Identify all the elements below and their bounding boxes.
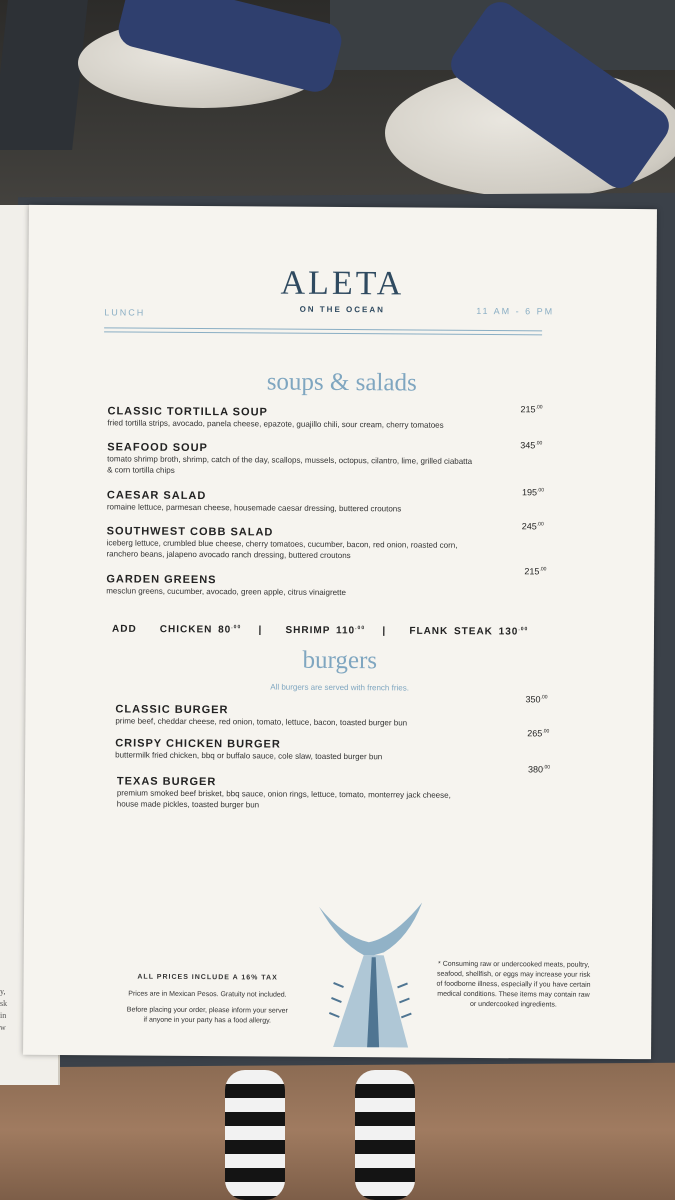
section-title-soups: soups & salads xyxy=(266,368,417,397)
item-name: SOUTHWEST COBB SALAD xyxy=(106,525,274,539)
left-page-fragment: in xyxy=(0,1011,7,1020)
brand-subtitle: ON THE OCEAN xyxy=(299,304,385,315)
menu-item xyxy=(107,525,507,562)
item-description: & corn tortilla chips xyxy=(107,465,175,475)
floor-background xyxy=(0,1060,675,1200)
item-name: SEAFOOD SOUP xyxy=(107,441,208,455)
service-label: LUNCH xyxy=(104,307,146,318)
item-description: tomato shrimp broth, shrimp, catch of the day, scallops, mussels, octopus, cilantro, lime, grilled ciabatta xyxy=(107,454,473,466)
left-page-fragment: y, xyxy=(0,987,6,996)
item-name: GARDEN GREENS xyxy=(106,573,217,587)
item-description: house made pickles, toasted burger bun xyxy=(116,799,260,810)
item-name: CRISPY CHICKEN BURGER xyxy=(115,737,281,751)
sock-right xyxy=(355,1070,415,1200)
item-price: $345^{.00}$ xyxy=(520,440,543,451)
menu-item xyxy=(117,775,517,812)
menu-item xyxy=(107,489,507,515)
item-description: prime beef, cheddar cheese, red onion, tomato, lettuce, bacon, toasted burger bun xyxy=(115,716,408,728)
item-description: iceberg lettuce, crumbled blue cheese, cherry tomatoes, cucumber, bacon, red onion, roasted corn, xyxy=(106,538,458,550)
item-price: $380^{.00}$ xyxy=(528,764,551,775)
menu-item xyxy=(107,405,507,431)
item-price: $265^{.00}$ xyxy=(527,728,550,739)
tuna-tail-illustration xyxy=(313,897,434,1058)
allergy-notice: Before placing your order, please inform your server xyxy=(126,1006,288,1015)
item-description: romaine lettuce, parmesan cheese, housemade caesar dressing, buttered croutons xyxy=(106,502,402,514)
service-hours: 11 AM - 6 PM xyxy=(476,305,555,317)
tax-notice: ALL PRICES INCLUDE A 16% TAX xyxy=(137,973,278,982)
item-price: $215^{.00}$ xyxy=(520,404,543,415)
item-price: $215^{.00}$ xyxy=(524,566,547,577)
menu-item xyxy=(106,573,506,599)
allergy-notice: if anyone in your party has a food allergy. xyxy=(143,1016,272,1025)
header-rule xyxy=(104,331,542,335)
consumption-warning: * Consuming raw or undercooked meats, poultry, seafood, shellfish, or eggs may increase your risk of foodborne illness, especially if you have certain medical conditions. These items may contain raw or undercooked ingredients. xyxy=(436,960,591,1009)
item-description: buttermilk fried chicken, bbq or buffalo sauce, cole slaw, toasted burger bun xyxy=(115,750,383,762)
left-page-fragment: sk xyxy=(0,999,8,1008)
item-description: premium smoked beef brisket, bbq sauce, onion rings, lettuce, tomato, monterrey jack cheese, xyxy=(116,788,451,800)
section-title-burgers: burgers xyxy=(302,646,378,675)
menu-item xyxy=(115,737,515,763)
menu-item xyxy=(115,703,515,729)
item-name: CLASSIC TORTILLA SOUP xyxy=(107,405,268,419)
burgers-note: All burgers are served with french fries. xyxy=(270,682,410,693)
header-rule xyxy=(104,327,542,331)
item-description: mesclun greens, cucumber, avocado, green apple, citrus vinaigrette xyxy=(106,586,346,598)
sock-left xyxy=(225,1070,285,1200)
item-price: $350^{.00}$ xyxy=(525,694,548,705)
left-page-fragment: w xyxy=(0,1023,6,1032)
item-description: fried tortilla strips, avocado, panela cheese, epazote, guajillo chili, sour cream, cherry tomatoes xyxy=(107,418,444,430)
menu-page xyxy=(23,205,657,1059)
item-description: ranchero beans, jalapeno avocado ranch dressing, buttered croutons xyxy=(106,549,351,561)
menu-item xyxy=(107,441,507,478)
add-protein-line: ADD CHICKEN $80^{.00}$ | SHRIMP $110^{.00}$ | FLANK STEAK $130^{.00}$ xyxy=(111,623,529,638)
brand-logo: ALETA xyxy=(280,264,405,303)
item-price: $195^{.00}$ xyxy=(521,487,544,498)
item-name: CAESAR SALAD xyxy=(106,489,207,503)
item-name: CLASSIC BURGER xyxy=(115,703,229,717)
currency-notice: Prices are in Mexican Pesos. Gratuity not included. xyxy=(128,990,287,999)
item-price: $245^{.00}$ xyxy=(521,521,544,532)
item-name: TEXAS BURGER xyxy=(116,775,217,789)
